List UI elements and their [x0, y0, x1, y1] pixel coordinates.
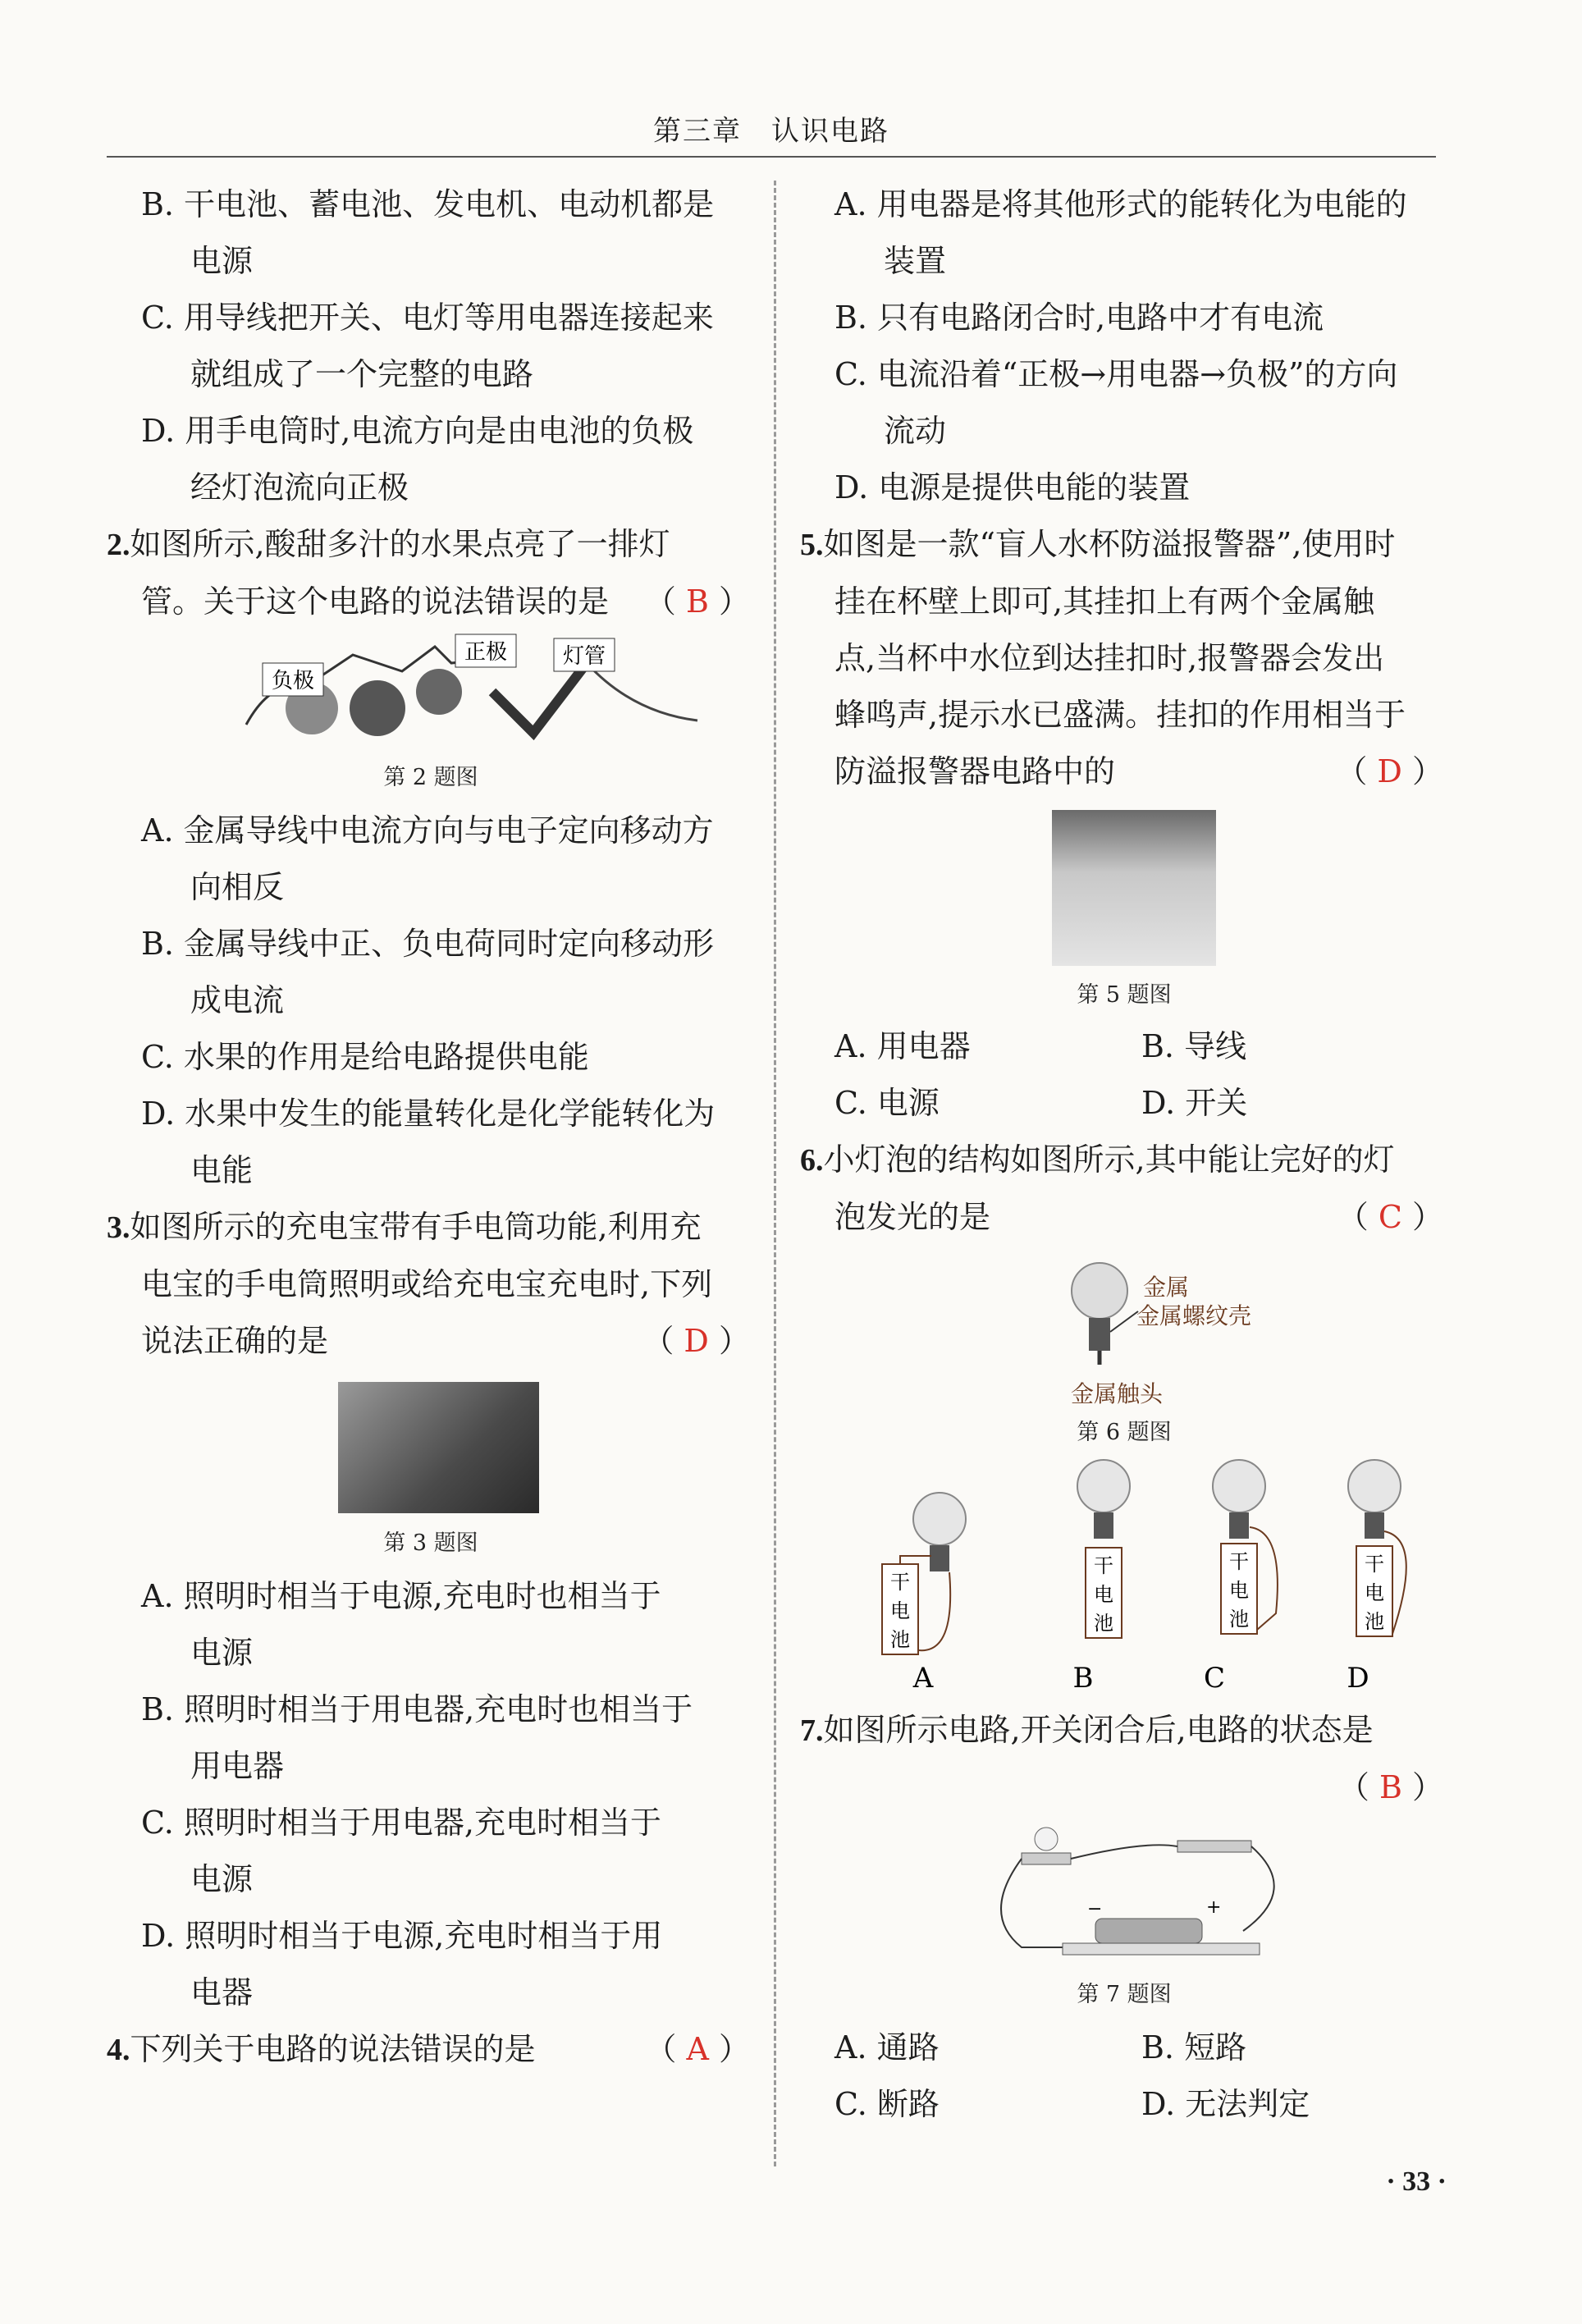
option-text: 成电流 — [190, 982, 285, 1018]
bulb-battery-choices — [800, 1449, 1448, 1695]
answer-mark: D — [684, 1323, 709, 1359]
option-text: C. 照明时相当于用电器,充电时相当于 — [141, 1805, 661, 1841]
figure-caption: 第 3 题图 — [383, 1530, 478, 1556]
option-text: 装置 — [884, 243, 947, 279]
question-text: 如图所示的充电宝带有手电筒功能,利用充 — [130, 1209, 702, 1245]
question-number: 3. — [107, 1210, 130, 1245]
option-text: D. 开关 — [1141, 1085, 1248, 1121]
option-text: 流动 — [884, 413, 947, 449]
tip-label: 金属触头 — [1071, 1380, 1164, 1407]
power-bank-photo — [338, 1382, 539, 1513]
option-text: B. 导线 — [1141, 1028, 1247, 1064]
option-text: A. 金属导线中电流方向与电子定向移动方 — [141, 812, 714, 849]
figure-caption: 第 6 题图 — [1077, 1420, 1172, 1445]
svg-text:电: 电 — [1094, 1583, 1113, 1606]
question-text: 挂在杯壁上即可,其挂扣上有两个金属触 — [834, 583, 1375, 620]
fruit-circuit-illustration — [107, 630, 755, 745]
option-text: B. 干电池、蓄电池、发电机、电动机都是 — [141, 186, 715, 222]
options-row — [800, 2076, 1448, 2133]
figure-2 — [107, 630, 755, 745]
figure-caption: 第 2 题图 — [383, 765, 478, 790]
option-text: B. 金属导线中正、负电荷同时定向移动形 — [141, 926, 715, 962]
option-text: C. 断路 — [834, 2086, 940, 2122]
figure-7 — [800, 1816, 1448, 1972]
answer-mark: A — [686, 2031, 709, 2067]
figure-6-bulb — [800, 1246, 1448, 1410]
question-text: 下列关于电路的说法错误的是 — [130, 2031, 536, 2067]
svg-text:池: 池 — [1365, 1610, 1384, 1633]
question-text: 电宝的手电筒照明或给充电宝充电时,下列 — [141, 1266, 713, 1302]
battery-label: 干 — [890, 1571, 910, 1594]
choice-label-c: C — [1203, 1662, 1226, 1695]
question-text: 管。关于这个电路的说法错误的是 — [141, 583, 610, 620]
left-column — [107, 176, 755, 2079]
answer-paren: （ B ） — [644, 583, 750, 620]
option-text: B. 只有电路闭合时,电路中才有电流 — [834, 300, 1324, 336]
question-text: 小灯泡的结构如图所示,其中能让完好的灯 — [823, 1141, 1395, 1178]
option-text: A. 通路 — [834, 2029, 940, 2066]
option-text: 就组成了一个完整的电路 — [190, 356, 534, 392]
choice-a — [882, 1493, 966, 1654]
option-text: 电源 — [190, 1635, 254, 1671]
option-text: 电能 — [190, 1152, 254, 1188]
choice-b — [1077, 1460, 1130, 1638]
short-circuit-illustration — [800, 1816, 1448, 1972]
question-number: 5. — [800, 528, 824, 562]
svg-text:干: 干 — [1365, 1553, 1384, 1576]
question-text: 点,当杯中水位到达挂扣时,报警器会发出 — [834, 640, 1385, 676]
question-text: 防溢报警器电路中的 — [834, 753, 1116, 789]
question-6-line2 — [800, 1189, 1448, 1246]
svg-text:电: 电 — [1365, 1581, 1384, 1604]
figure-5 — [800, 800, 1448, 964]
question-text: 说法正确的是 — [141, 1323, 329, 1359]
options-row — [800, 1018, 1448, 1075]
question-number: 6. — [800, 1143, 824, 1178]
svg-text:−: − — [1087, 1899, 1103, 1919]
bulb-structure-illustration — [800, 1246, 1448, 1410]
tube-label: 灯管 — [562, 644, 606, 669]
option-text: D. 水果中发生的能量转化是化学能转化为 — [141, 1096, 716, 1132]
answer-paren: （ A ） — [645, 2031, 750, 2067]
answer-paren: （ D ） — [642, 1323, 750, 1359]
choice-c — [1213, 1460, 1278, 1634]
option-text: D. 电源是提供电能的装置 — [834, 469, 1191, 506]
answer-mark: B — [685, 583, 709, 620]
shell-label-1: 金属 — [1143, 1274, 1190, 1301]
question-3 — [107, 1199, 755, 1256]
question-3-line3 — [107, 1313, 755, 1370]
question-text: 如图是一款“盲人水杯防溢报警器”,使用时 — [823, 526, 1396, 562]
question-2 — [107, 516, 755, 574]
svg-text:电: 电 — [890, 1599, 910, 1622]
svg-text:池: 池 — [1094, 1612, 1113, 1635]
option-text: D. 照明时相当于电源,充电时相当于用 — [141, 1918, 663, 1954]
question-2-line2 — [107, 574, 755, 630]
question-7-paren-line — [800, 1759, 1448, 1816]
option-text: 向相反 — [190, 869, 285, 905]
shell-label-2: 金属螺纹壳 — [1136, 1302, 1252, 1329]
svg-text:池: 池 — [890, 1628, 910, 1651]
answer-paren: （ C ） — [1337, 1199, 1443, 1235]
choice-label-a: A — [912, 1662, 934, 1695]
svg-text:+: + — [1206, 1897, 1222, 1918]
answer-mark: D — [1377, 753, 1402, 789]
question-text: 如图所示,酸甜多汁的水果点亮了一排灯 — [130, 526, 670, 562]
column-divider — [774, 181, 776, 2166]
option-text: A. 用电器是将其他形式的能转化为电能的 — [834, 186, 1407, 222]
option-text: 电器 — [190, 1974, 254, 2011]
pos-label: 正极 — [464, 640, 508, 665]
option-text: D. 无法判定 — [1141, 2086, 1310, 2122]
question-number: 7. — [800, 1713, 824, 1748]
svg-text:池: 池 — [1229, 1608, 1249, 1631]
options-row — [800, 2020, 1448, 2076]
question-4 — [107, 2021, 755, 2079]
option-text: C. 水果的作用是给电路提供电能 — [141, 1039, 589, 1075]
choice-label-b: B — [1072, 1662, 1094, 1695]
option-text: 经灯泡流向正极 — [190, 469, 409, 506]
option-text: B. 短路 — [1141, 2029, 1247, 2066]
question-7 — [800, 1702, 1448, 1759]
figure-6-choices — [800, 1449, 1448, 1695]
svg-text:电: 电 — [1229, 1579, 1249, 1602]
option-text: B. 照明时相当于用电器,充电时也相当于 — [141, 1691, 693, 1727]
neg-label: 负极 — [271, 669, 315, 693]
question-text: 泡发光的是 — [834, 1199, 991, 1235]
choice-d — [1348, 1460, 1406, 1636]
answer-paren: （ B ） — [1337, 1769, 1443, 1805]
answer-mark: C — [1378, 1199, 1402, 1235]
choice-label-d: D — [1347, 1662, 1369, 1695]
svg-text:干: 干 — [1229, 1550, 1249, 1573]
option-text: 电源 — [190, 1861, 254, 1897]
question-5-last — [800, 743, 1448, 800]
option-text: A. 用电器 — [834, 1028, 971, 1064]
option-text: 电源 — [190, 243, 254, 279]
options-row — [800, 1075, 1448, 1132]
answer-mark: B — [1379, 1769, 1402, 1805]
option-text: C. 电流沿着“正极→用电器→负极”的方向 — [834, 356, 1398, 392]
question-6 — [800, 1132, 1448, 1189]
option-text: 用电器 — [190, 1748, 285, 1784]
option-text: A. 照明时相当于电源,充电时也相当于 — [141, 1578, 661, 1614]
question-text: 蜂鸣声,提示水已盛满。挂扣的作用相当于 — [834, 697, 1406, 733]
page-number: · 33 · — [1386, 2166, 1447, 2197]
question-text: 如图所示电路,开关闭合后,电路的状态是 — [823, 1712, 1374, 1748]
cup-photo — [1052, 810, 1216, 966]
right-column — [800, 176, 1448, 2133]
answer-paren: （ D ） — [1336, 753, 1443, 789]
page-header: 第三章 认识电路 — [107, 107, 1436, 158]
option-text: C. 电源 — [834, 1085, 940, 1121]
figure-3 — [107, 1370, 755, 1509]
question-number: 2. — [107, 528, 130, 562]
option-text: D. 用手电筒时,电流方向是由电池的负极 — [141, 413, 694, 449]
question-5 — [800, 516, 1448, 574]
figure-caption: 第 5 题图 — [1077, 982, 1172, 1008]
question-number: 4. — [107, 2033, 130, 2067]
figure-caption: 第 7 题图 — [1077, 1982, 1172, 2007]
option-text: C. 用导线把开关、电灯等用电器连接起来 — [141, 300, 714, 336]
svg-text:干: 干 — [1094, 1554, 1113, 1577]
